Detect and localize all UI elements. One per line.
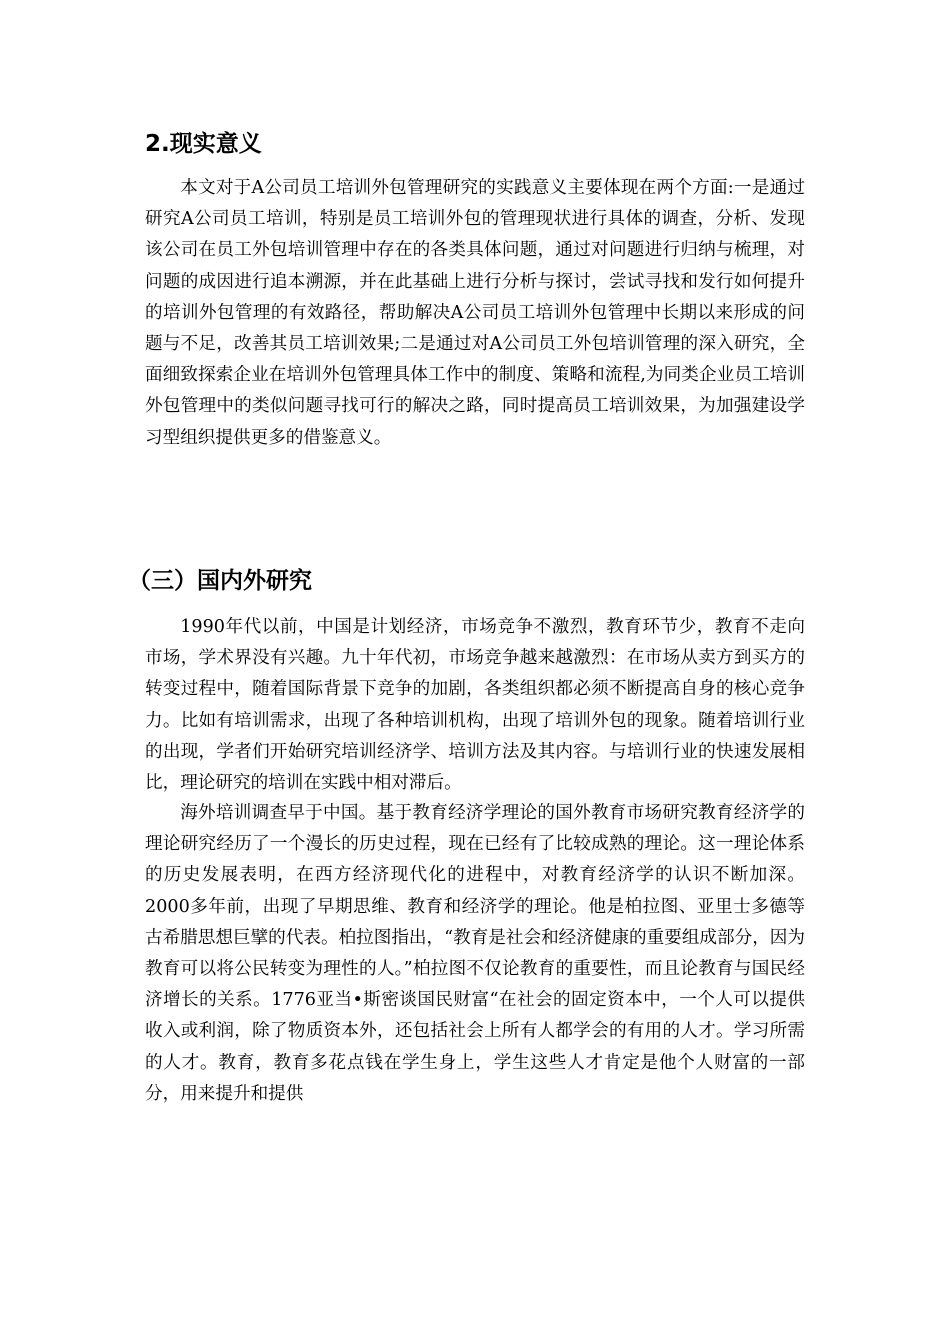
section-heading-domestic-foreign-research: （三）国内外研究 [128,568,312,594]
subsection-heading-practical-significance: 2.现实意义 [145,131,262,157]
paragraph-practical-significance: 本文对于A公司员工培训外包管理研究的实践意义主要体现在两个方面:一是通过研究A公司员工培训，特别是员工培训外包的管理现状进行具体的调查，分析、发现该公司在员工外包培训管理中存在的各类具体问题，通过对问题进行归纳与梳理，对问题的成因进行追本溯源，并在此基础上进行分析与探讨，尝试寻找和发行如何提升的培训外包管理的有效路径，帮助解决A公司员工培训外包管理中长期以来形成的问题与不足，改善其员工培训效果;二是通过对A公司员工外包培训管理的深入研究，全面细致探索企业在培训外包管理具体工作中的制度、策略和流程,为同类企业员工培训外包管理中的类似问题寻找可行的解决之路，同时提高员工培训效果，为加强建设学习型组织提供更多的借鉴意义。 [145,178,805,448]
paragraph-domestic-research: 1990年代以前，中国是计划经济，市场竞争不激烈，教育环节少，教育不走向市场，学术界没有兴趣。九十年代初，市场竞争越来越激烈：在市场从卖方到买方的转变过程中，随着国际背景下竞争的加剧，各类组织都必须不断提高自身的核心竞争力。比如有培训需求，出现了各种培训机构，出现了培训外包的现象。随着培训行业的出现，学者们开始研究培训经济学、培训方法及其内容。与培训行业的快速发展相比，理论研究的培训在实践中相对滞后。 [145,617,805,794]
paragraph-foreign-research: 海外培训调查早于中国。基于教育经济学理论的国外教育市场研究教育经济学的理论研究经历了一个漫长的历史过程，现在已经有了比较成熟的理论。这一理论体系的历史发展表明，在西方经济现代化的进程中，对教育经济学的认识不断加深。2000多年前，出现了早期思维、教育和经济学的理论。他是柏拉图、亚里士多德等古希腊思想巨擘的代表。柏拉图指出，“教育是社会和经济健康的重要组成部分，因为教育可以将公民转变为理性的人。”柏拉图不仅论教育的重要性，而且论教育与国民经济增长的关系。1776亚当•斯密谈国民财富“在社会的固定资本中，一个人可以提供收入或利润，除了物质资本外，还包括社会上所有人都学会的有用的人才。学习所需的人才。教育，教育多花点钱在学生身上，学生这些人才肯定是他个人财富的一部分，用来提升和提供 [145,803,805,1104]
